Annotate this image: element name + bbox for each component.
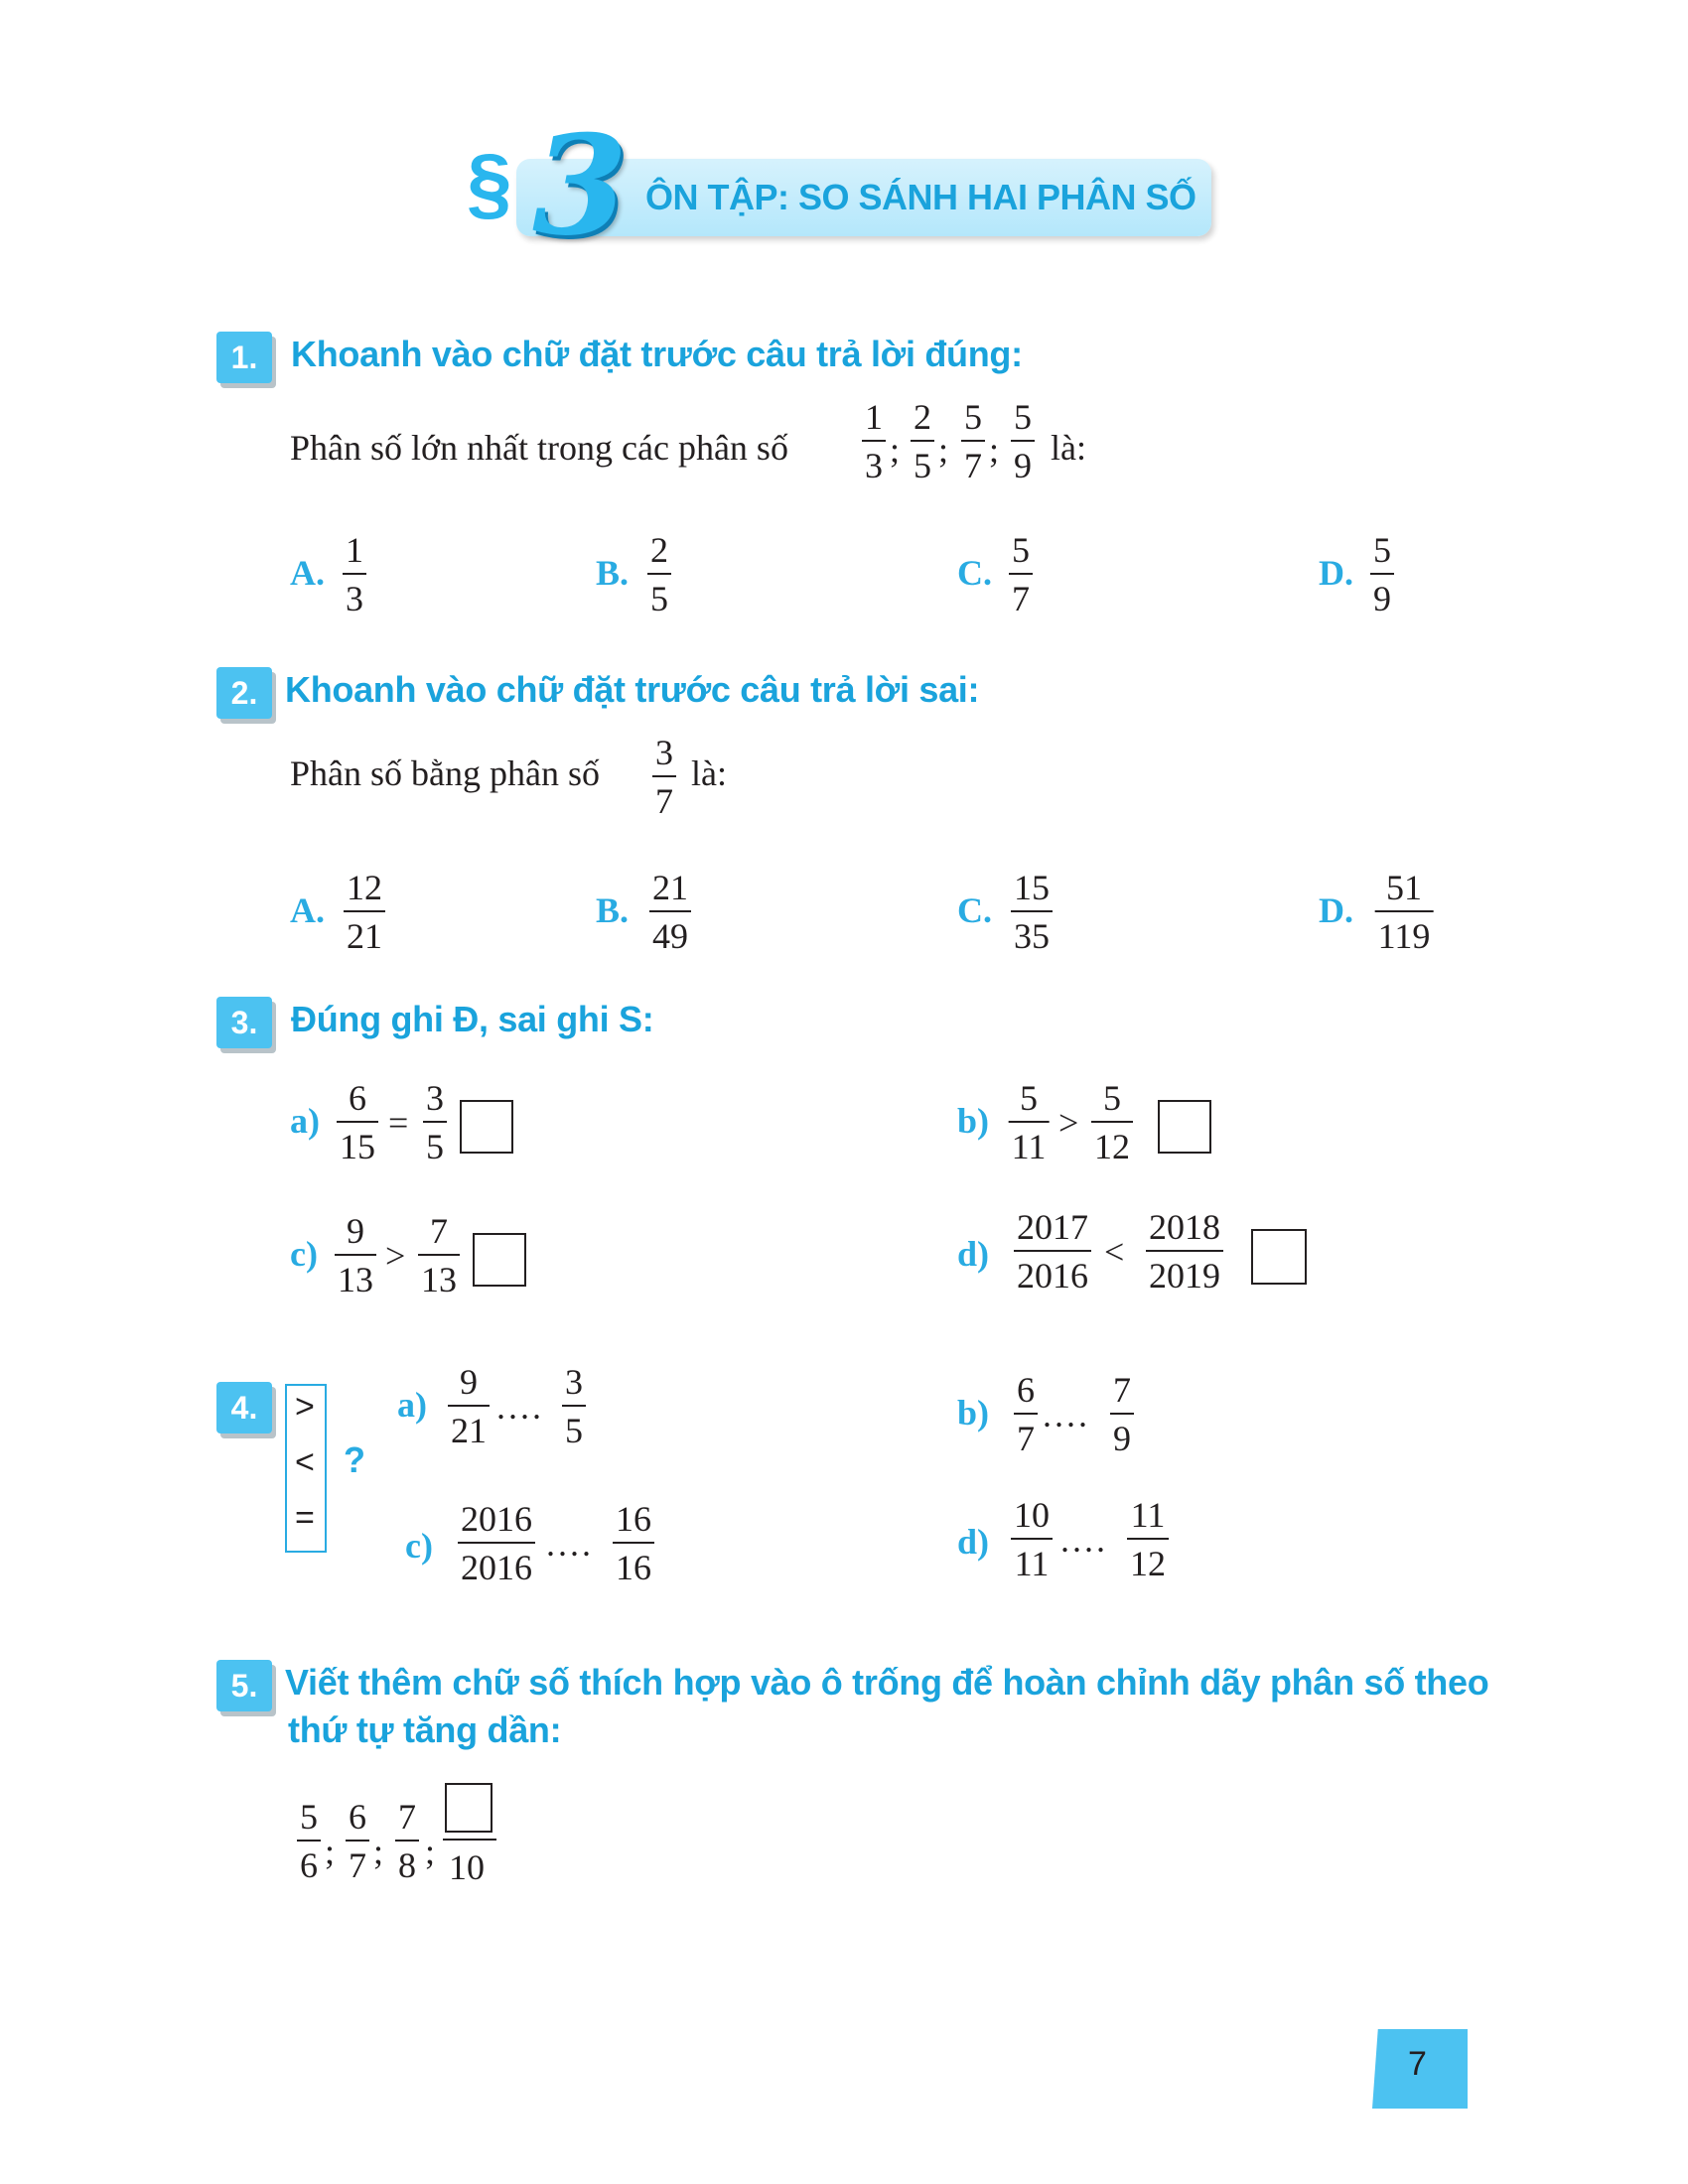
q5-sequence-fraction: $\frac{7}{8}$ bbox=[395, 1799, 419, 1883]
q3-a-left: $\frac{6}{15}$ bbox=[337, 1080, 378, 1164]
question-2-badge: 2. bbox=[216, 667, 272, 719]
question-1-prompt-end: là: bbox=[1051, 428, 1086, 468]
question-3-badge: 3. bbox=[216, 997, 272, 1048]
q3-d-operator: < bbox=[1104, 1232, 1125, 1272]
q3-item-b-label: b) bbox=[957, 1101, 990, 1141]
q4-b-right: $\frac{7}{9}$ bbox=[1110, 1372, 1134, 1456]
option-a-fraction: $\frac{12}{21}$ bbox=[344, 870, 385, 954]
q4-d-left: $\frac{10}{11}$ bbox=[1011, 1497, 1053, 1581]
question-5-badge: 5. bbox=[216, 1660, 272, 1711]
greater-than-symbol: > bbox=[295, 1388, 315, 1426]
option-b-fraction: $\frac{2}{5}$ bbox=[647, 532, 671, 616]
q3-a-operator: = bbox=[388, 1103, 409, 1143]
q4-a-left: $\frac{9}{21}$ bbox=[448, 1364, 490, 1448]
option-d-fraction: $\frac{5}{9}$ bbox=[1370, 532, 1394, 616]
question-mark: ? bbox=[344, 1439, 365, 1480]
separator: ; bbox=[425, 1832, 436, 1871]
question-4-badge: 4. bbox=[216, 1382, 272, 1433]
q5-fraction-bar bbox=[443, 1839, 496, 1841]
question-3-title: Đúng ghi Đ, sai ghi S: bbox=[291, 999, 654, 1039]
q4-c-left: $\frac{2016}{2016}$ bbox=[458, 1501, 535, 1585]
q1-list-fraction: $\frac{1}{3}$ bbox=[862, 399, 886, 483]
answer-box-b[interactable] bbox=[1158, 1100, 1211, 1154]
separator: ; bbox=[325, 1832, 336, 1871]
option-d-fraction: $\frac{51}{119}$ bbox=[1375, 870, 1434, 954]
option-d[interactable]: D. bbox=[1319, 553, 1353, 593]
option-b[interactable]: B. bbox=[596, 890, 630, 930]
equals-symbol: = bbox=[295, 1499, 315, 1537]
section-title: ÔN TẬP: SO SÁNH HAI PHÂN SỐ bbox=[645, 177, 1196, 217]
option-b[interactable]: B. bbox=[596, 553, 630, 593]
q3-b-left: $\frac{5}{11}$ bbox=[1009, 1080, 1050, 1164]
option-b-fraction: $\frac{21}{49}$ bbox=[649, 870, 691, 954]
separator: ; bbox=[938, 430, 949, 470]
q5-sequence-fraction: $\frac{6}{7}$ bbox=[346, 1799, 369, 1883]
q4-a-blank[interactable]: .... bbox=[496, 1387, 544, 1427]
q3-a-right: $\frac{3}{5}$ bbox=[423, 1080, 447, 1164]
q1-list-fraction: $\frac{5}{7}$ bbox=[961, 399, 985, 483]
question-1-prompt: Phân số lớn nhất trong các phân số bbox=[290, 428, 788, 468]
q4-a-right: $\frac{3}{5}$ bbox=[562, 1364, 586, 1448]
option-a-fraction: $\frac{1}{3}$ bbox=[343, 532, 366, 616]
section-symbol: § bbox=[467, 138, 512, 228]
question-1-badge: 1. bbox=[216, 332, 272, 383]
answer-box-d[interactable] bbox=[1251, 1229, 1307, 1285]
q3-item-a-label: a) bbox=[290, 1101, 320, 1141]
q3-b-operator: > bbox=[1058, 1103, 1079, 1143]
option-c-fraction: $\frac{5}{7}$ bbox=[1009, 532, 1033, 616]
answer-box-c[interactable] bbox=[473, 1233, 526, 1287]
q3-d-left: $\frac{2017}{2016}$ bbox=[1014, 1209, 1091, 1294]
q2-reference-fraction: $\frac{3}{7}$ bbox=[652, 735, 676, 819]
option-c[interactable]: C. bbox=[957, 890, 992, 930]
section-number: 3 bbox=[532, 104, 629, 266]
q3-item-d-label: d) bbox=[957, 1234, 990, 1274]
option-a[interactable]: A. bbox=[290, 553, 325, 593]
q4-item-c-label: c) bbox=[405, 1526, 433, 1566]
separator: ; bbox=[373, 1832, 384, 1871]
option-c[interactable]: C. bbox=[957, 553, 992, 593]
q3-b-right: $\frac{5}{12}$ bbox=[1091, 1080, 1133, 1164]
question-5-title-line-2: thứ tự tăng dần: bbox=[288, 1709, 562, 1750]
q4-item-b-label: b) bbox=[957, 1393, 990, 1433]
q4-c-blank[interactable]: .... bbox=[546, 1524, 594, 1564]
q3-c-right: $\frac{7}{13}$ bbox=[418, 1213, 460, 1297]
question-2-title: Khoanh vào chữ đặt trước câu trả lời sai: bbox=[285, 669, 980, 710]
separator: ; bbox=[989, 430, 1000, 470]
less-than-symbol: < bbox=[295, 1443, 315, 1481]
q4-item-a-label: a) bbox=[397, 1385, 427, 1425]
answer-box-a[interactable] bbox=[460, 1100, 513, 1154]
question-2-prompt-end: là: bbox=[691, 753, 727, 793]
option-c-fraction: $\frac{15}{35}$ bbox=[1011, 870, 1053, 954]
q4-b-blank[interactable]: .... bbox=[1043, 1395, 1090, 1434]
q1-list-fraction: $\frac{5}{9}$ bbox=[1011, 399, 1035, 483]
q3-d-right: $\frac{2018}{2019}$ bbox=[1146, 1209, 1223, 1294]
q4-item-d-label: d) bbox=[957, 1522, 990, 1562]
q5-sequence-fraction: $\frac{5}{6}$ bbox=[297, 1799, 321, 1883]
separator: ; bbox=[890, 430, 901, 470]
q4-d-right: $\frac{11}{12}$ bbox=[1127, 1497, 1169, 1581]
q3-item-c-label: c) bbox=[290, 1234, 318, 1274]
option-d[interactable]: D. bbox=[1319, 890, 1353, 930]
question-5-title-line-1: Viết thêm chữ số thích hợp vào ô trống để hoàn chỉnh dãy phân số theo bbox=[285, 1662, 1489, 1703]
q4-c-right: $\frac{16}{16}$ bbox=[613, 1501, 654, 1585]
question-2-prompt: Phân số bằng phân số bbox=[290, 753, 600, 793]
option-a[interactable]: A. bbox=[290, 890, 325, 930]
page-number: 7 bbox=[1408, 2045, 1427, 2083]
q5-last-denominator: 10 bbox=[449, 1847, 485, 1887]
q3-c-left: $\frac{9}{13}$ bbox=[335, 1213, 376, 1297]
q3-c-operator: > bbox=[385, 1236, 406, 1276]
question-1-title: Khoanh vào chữ đặt trước câu trả lời đúng: bbox=[291, 334, 1023, 374]
q1-list-fraction: $\frac{2}{5}$ bbox=[911, 399, 934, 483]
q4-b-left: $\frac{6}{7}$ bbox=[1014, 1372, 1038, 1456]
q5-numerator-answer-box[interactable] bbox=[445, 1783, 492, 1833]
q4-d-blank[interactable]: .... bbox=[1060, 1520, 1108, 1560]
